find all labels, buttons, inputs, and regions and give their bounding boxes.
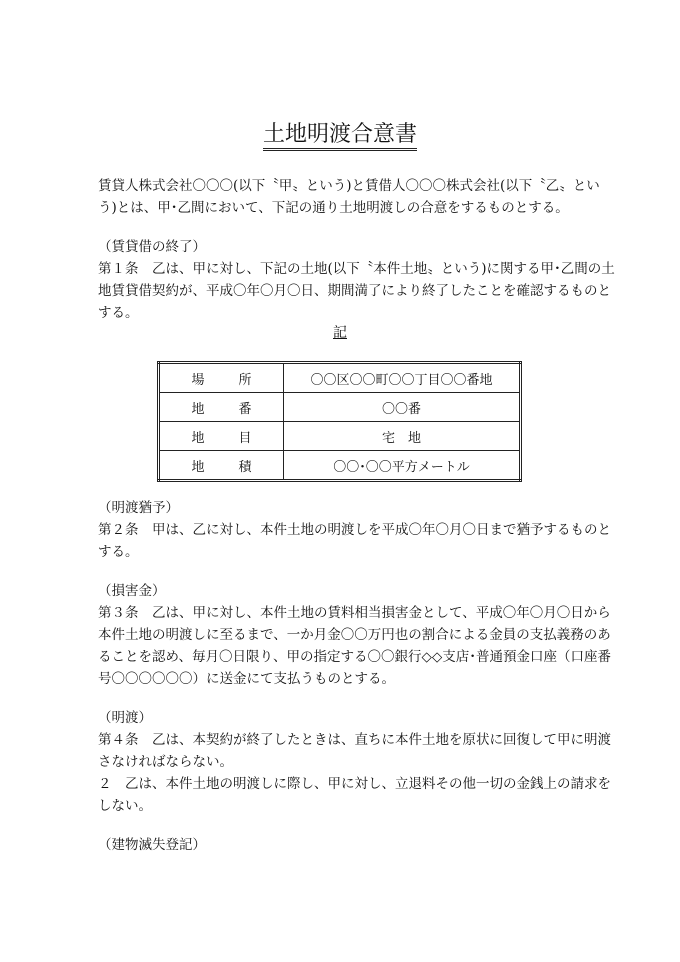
table-row (159, 393, 521, 422)
article-line: 第２条 甲は、乙に対し、本件土地の明渡しを平成〇年〇月〇日まで猶予するものと (98, 522, 611, 538)
preamble-line: 賃貸人株式会社〇〇〇(以下〝甲〟という)と賃借人〇〇〇株式会社(以下〝乙〟とい (98, 178, 600, 194)
row-value: 〇〇番 (284, 393, 521, 422)
article-line: しない。 (98, 798, 152, 814)
article-line: 号〇〇〇〇〇〇）に送金にて支払うものとする。 (98, 671, 395, 687)
row-label: 地目 (191, 430, 252, 446)
article-3 (98, 580, 611, 690)
row-label: 地積 (191, 459, 252, 475)
row-value: 宅 地 (284, 422, 521, 451)
table-row (159, 363, 521, 393)
table-row (159, 451, 521, 481)
article-line: 第１条 乙は、甲に対し、下記の土地(以下〝本件土地〟という)に関する甲･乙間の土 (98, 261, 615, 277)
article-line: 第４条 乙は、本契約が終了したときは、直ちに本件土地を原状に回復して甲に明渡 (98, 732, 611, 748)
article-line: 第３条 乙は、甲に対し、本件土地の賃料相当損害金として、平成〇年〇月〇日から (98, 605, 611, 621)
article-5 (98, 834, 206, 856)
table-row (159, 422, 521, 451)
article-line: 地賃貸借契約が、平成〇年〇月〇日、期間満了により終了したことを確認するものと (98, 283, 611, 299)
article-1 (98, 236, 615, 324)
article-heading: （建物滅失登記） (98, 837, 206, 853)
article-line: 本件土地の明渡しに至るまで、一か月金〇〇万円也の割合による金員の支払義務のあ (98, 627, 611, 643)
article-heading: （明渡猶予） (98, 500, 179, 516)
document-title: 土地明渡合意書 (0, 120, 680, 150)
ki-heading: 記 (333, 325, 347, 341)
article-line: ることを認め、毎月〇日限り、甲の指定する〇〇銀行◇◇支店･普通預金口座（口座番 (98, 649, 611, 665)
article-2 (98, 497, 611, 563)
article-line: さなければならない。 (98, 754, 233, 770)
article-line: ２ 乙は、本件土地の明渡しに際し、甲に対し、立退料その他一切の金銭上の請求を (98, 776, 611, 792)
row-value: 〇〇区〇〇町〇〇丁目〇〇番地 (284, 363, 521, 393)
article-line: する。 (98, 544, 139, 560)
article-heading: （賃貸借の終了） (98, 239, 206, 255)
article-4 (98, 707, 611, 817)
row-value: 〇〇･〇〇平方メートル (284, 451, 521, 481)
article-heading: （明渡） (98, 710, 152, 726)
article-heading: （損害金） (98, 583, 166, 599)
row-label: 地番 (191, 401, 252, 417)
row-label: 場所 (191, 372, 252, 388)
article-line: する。 (98, 305, 139, 321)
land-details-table (157, 361, 522, 482)
preamble (98, 175, 600, 219)
preamble-line: う)とは、甲･乙間において、下記の通り土地明渡しの合意をするものとする。 (98, 200, 569, 216)
